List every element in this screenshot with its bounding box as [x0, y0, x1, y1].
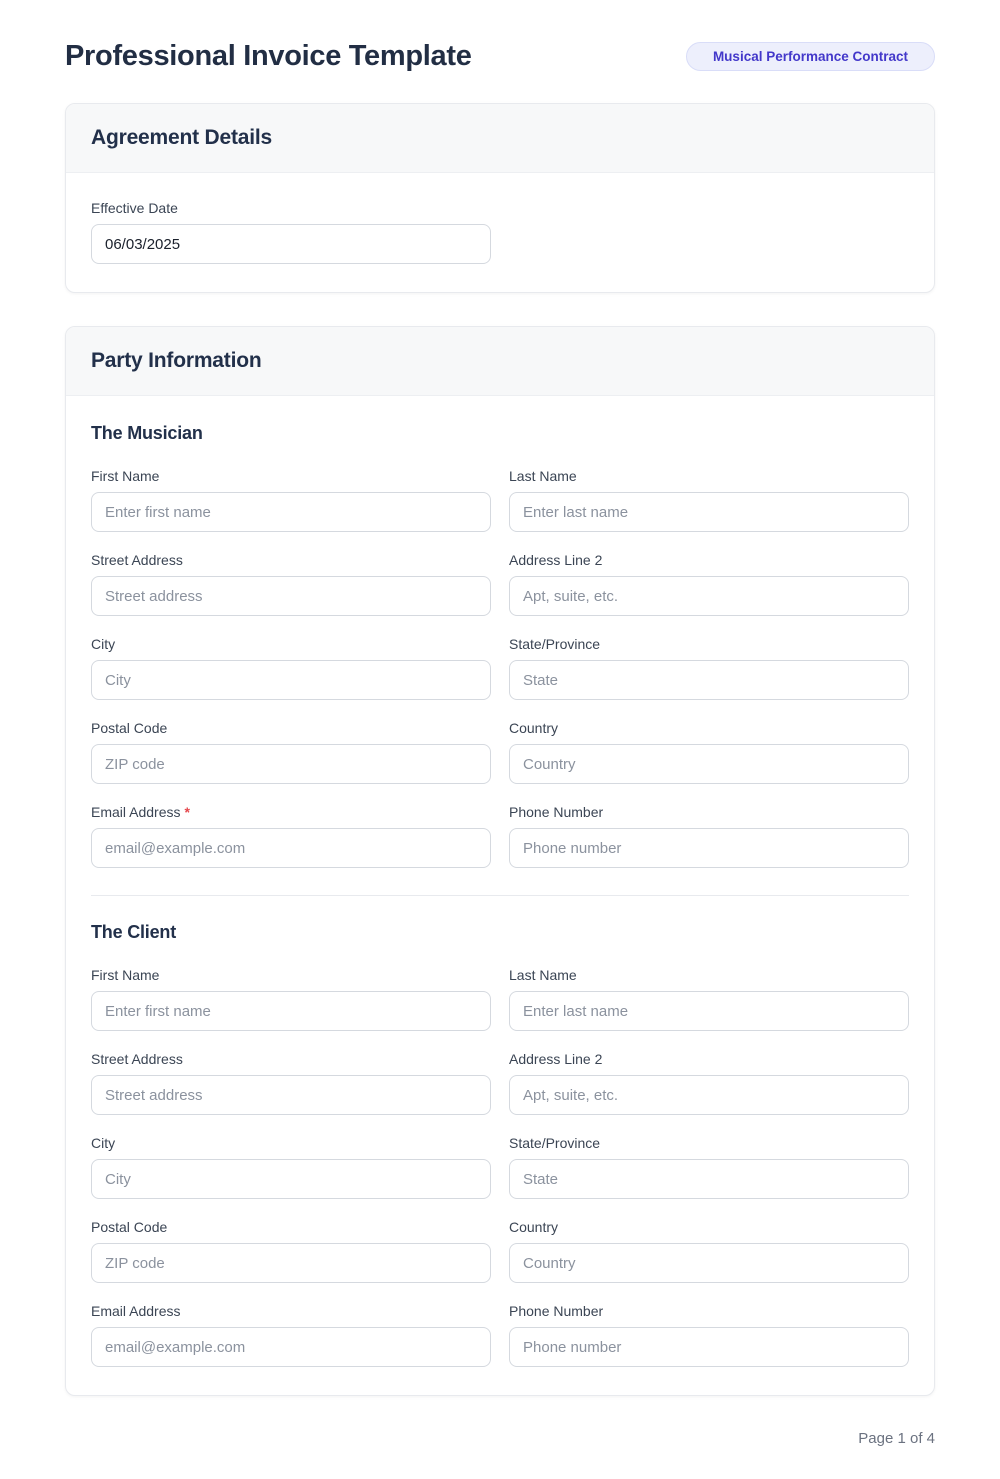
musician-state-input[interactable]	[509, 660, 909, 700]
client-phone-label: Phone Number	[509, 1303, 604, 1319]
contract-type-badge: Musical Performance Contract	[686, 42, 935, 71]
musician-street-address-label: Street Address	[91, 552, 183, 568]
client-city-input[interactable]	[91, 1159, 491, 1199]
musician-city-input[interactable]	[91, 660, 491, 700]
musician-phone-input[interactable]	[509, 828, 909, 868]
page-title: Professional Invoice Template	[65, 40, 472, 72]
client-state-field	[509, 1135, 909, 1199]
musician-subheading: The Musician	[91, 423, 203, 443]
party-information-header	[66, 327, 934, 396]
musician-postal-code-field	[91, 720, 491, 784]
musician-first-name-field	[91, 468, 491, 532]
party-information-body	[66, 396, 934, 1395]
musician-address-line-2-label: Address Line 2	[509, 552, 603, 568]
musician-last-name-input[interactable]	[509, 492, 909, 532]
client-address-line-2-label: Address Line 2	[509, 1051, 603, 1067]
client-country-input[interactable]	[509, 1243, 909, 1283]
client-first-name-label: First Name	[91, 967, 160, 983]
musician-last-name-label: Last Name	[509, 468, 577, 484]
client-email-input[interactable]	[91, 1327, 491, 1367]
client-address-line-2-field	[509, 1051, 909, 1115]
musician-street-address-input[interactable]	[91, 576, 491, 616]
musician-state-label: State/Province	[509, 636, 601, 652]
effective-date-input[interactable]	[91, 224, 491, 264]
musician-first-name-input[interactable]	[91, 492, 491, 532]
client-phone-field	[509, 1303, 909, 1367]
musician-email-field	[91, 804, 491, 868]
client-last-name-input[interactable]	[509, 991, 909, 1031]
musician-country-field	[509, 720, 909, 784]
musician-postal-code-input[interactable]	[91, 744, 491, 784]
musician-fields-grid	[91, 468, 909, 868]
client-street-address-field	[91, 1051, 491, 1115]
client-country-label: Country	[509, 1219, 559, 1235]
client-city-field	[91, 1135, 491, 1199]
client-postal-code-input[interactable]	[91, 1243, 491, 1283]
musician-state-field	[509, 636, 909, 700]
musician-country-input[interactable]	[509, 744, 909, 784]
client-postal-code-label: Postal Code	[91, 1219, 168, 1235]
musician-address-line-2-field	[509, 552, 909, 616]
client-first-name-field	[91, 967, 491, 1031]
musician-postal-code-label: Postal Code	[91, 720, 168, 736]
required-asterisk: *	[184, 804, 190, 820]
musician-email-label: Email Address *	[91, 804, 190, 820]
musician-first-name-label: First Name	[91, 468, 160, 484]
musician-city-field	[91, 636, 491, 700]
client-subheading: The Client	[91, 922, 177, 942]
client-email-field	[91, 1303, 491, 1367]
client-postal-code-field	[91, 1219, 491, 1283]
party-information-title: Party Information	[91, 349, 262, 372]
party-information-card	[65, 326, 935, 1396]
musician-address-line-2-input[interactable]	[509, 576, 909, 616]
client-address-line-2-input[interactable]	[509, 1075, 909, 1115]
agreement-details-card	[65, 103, 935, 293]
musician-last-name-field	[509, 468, 909, 532]
musician-country-label: Country	[509, 720, 559, 736]
client-fields-grid	[91, 967, 909, 1367]
effective-date-label: Effective Date	[91, 200, 178, 216]
agreement-details-title: Agreement Details	[91, 126, 272, 149]
client-state-label: State/Province	[509, 1135, 601, 1151]
client-street-address-label: Street Address	[91, 1051, 183, 1067]
page-header	[65, 40, 935, 73]
client-country-field	[509, 1219, 909, 1283]
client-street-address-input[interactable]	[91, 1075, 491, 1115]
musician-street-address-field	[91, 552, 491, 616]
agreement-details-body	[66, 173, 934, 292]
musician-city-label: City	[91, 636, 116, 652]
musician-email-input[interactable]	[91, 828, 491, 868]
client-last-name-label: Last Name	[509, 967, 577, 983]
agreement-details-header	[66, 104, 934, 173]
musician-phone-label: Phone Number	[509, 804, 604, 820]
effective-date-field	[91, 200, 491, 264]
page-number: Page 1 of 4	[858, 1430, 935, 1447]
client-phone-input[interactable]	[509, 1327, 909, 1367]
client-city-label: City	[91, 1135, 116, 1151]
client-email-label: Email Address	[91, 1303, 181, 1319]
musician-phone-field	[509, 804, 909, 868]
client-state-input[interactable]	[509, 1159, 909, 1199]
client-first-name-input[interactable]	[91, 991, 491, 1031]
client-last-name-field	[509, 967, 909, 1031]
section-divider	[91, 895, 909, 896]
